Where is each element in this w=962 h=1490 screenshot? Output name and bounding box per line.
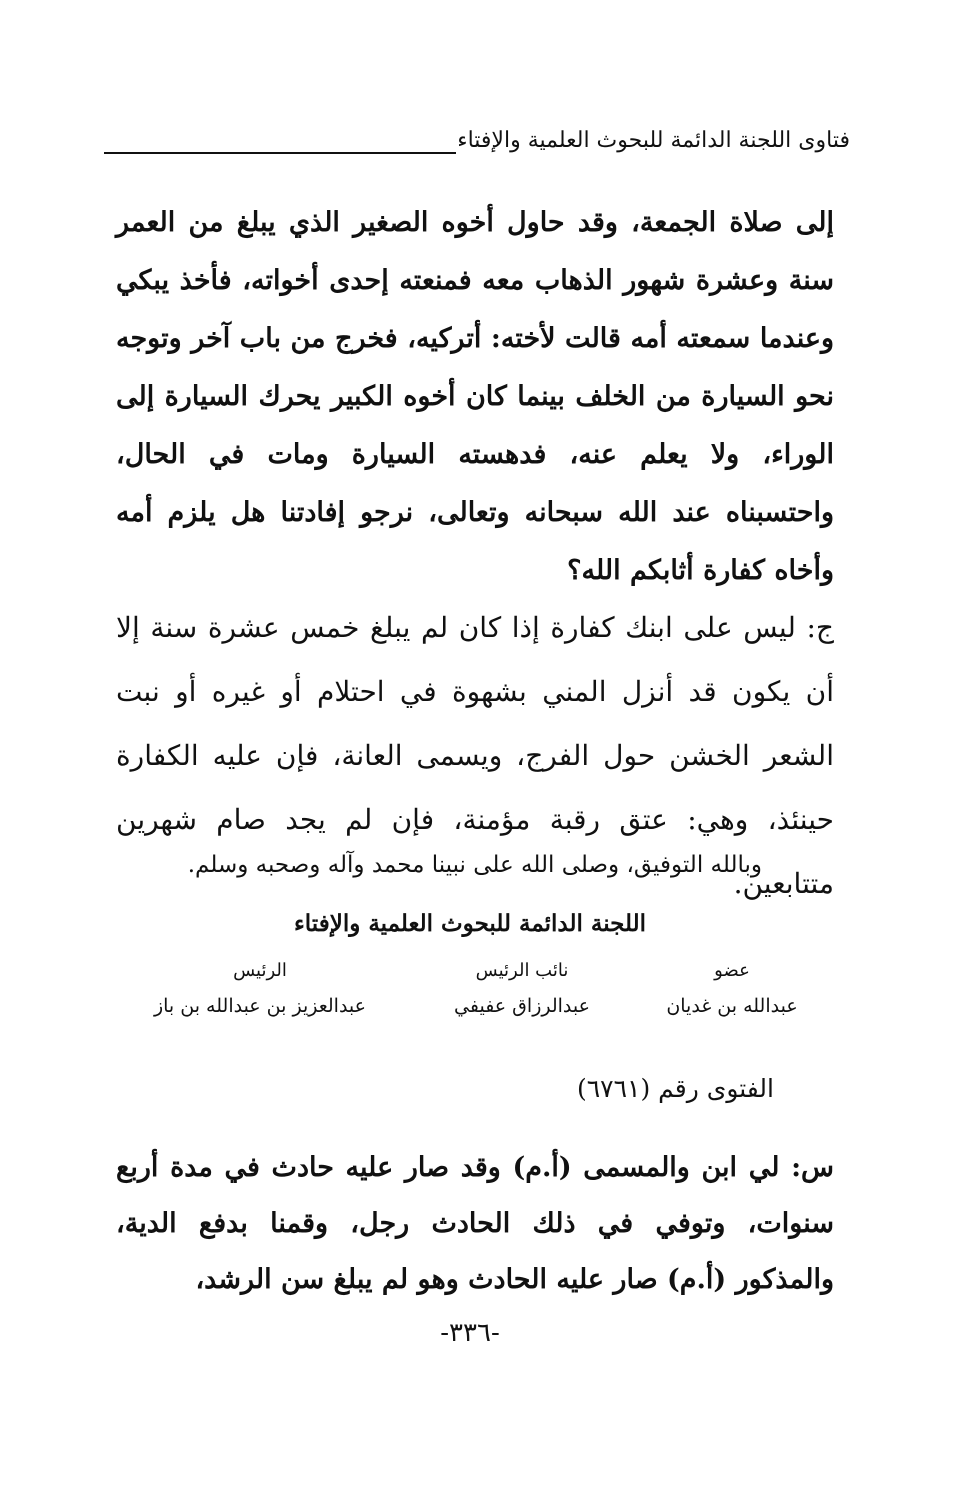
signatory-member xyxy=(652,960,812,1017)
signatory-name: عبدالعزيز بن عبدالله بن باز xyxy=(153,995,367,1017)
signatory-vice-president xyxy=(422,960,622,1017)
header-rule xyxy=(104,152,456,154)
signatory-role: عضو xyxy=(714,960,750,981)
answer-paragraph: ج: ليس على ابنك كفارة إذا كان لم يبلغ خمس عشرة سنة إلا أن يكون قد أنزل المني بشهوة في احتلام أو غيره أو نبت الشعر الخشن حول الفرج، ويسمى العانة، فإن عليه الكفارة حينئذ، وهي: عتق رقبة مؤمنة، فإن لم يجد صام شهرين متتابعين. xyxy=(116,611,834,900)
signatory-name: عبدالرزاق عفيفي xyxy=(454,995,590,1017)
closing-line: وبالله التوفيق، وصلى الله على نبينا محمد وآله وصحبه وسلم. xyxy=(187,852,762,878)
signatory-president xyxy=(130,960,390,1017)
question-paragraph-2: س: لي ابن والمسمى (أ.م) وقد صار عليه حادث في مدة أربع سنوات، وتوفي في ذلك الحادث رجل، وقمنا بدفع الدية، والمذكور (أ.م) صار عليه الحادث وهو لم يبلغ سن الرشد، xyxy=(116,1152,834,1295)
page-number: -٣٣٦- xyxy=(440,1318,500,1348)
running-header: فتاوى اللجنة الدائمة للبحوث العلمية والإفتاء xyxy=(457,128,850,153)
signatory-role: الرئيس xyxy=(233,960,287,981)
fatwa-number-heading: الفتوى رقم (٦٧٦١) xyxy=(576,1074,774,1103)
signatory-name: عبدالله بن غديان xyxy=(666,995,798,1017)
question-paragraph: إلى صلاة الجمعة، وقد حاول أخوه الصغير الذي يبلغ من العمر سنة وعشرة شهور الذهاب معه فمنعته إحدى أخواته، فأخذ يبكي وعندما سمعته أمه قالت لأخته: أتركيه، فخرج من باب آخر وتوجه نحو السيارة من الخلف بينما كان أخوه الكبير يحرك السيارة إلى الوراء، ولا يعلم عنه، فدهسته السيارة ومات في الحال، واحتسبناه عند الله سبحانه وتعالى، نرجو إفادتنا هل يلزم أمه وأخاه كفارة أثابكم الله؟ xyxy=(116,207,834,586)
signatory-role: نائب الرئيس xyxy=(475,960,569,981)
committee-title: اللجنة الدائمة للبحوث العلمية والإفتاء xyxy=(293,910,647,937)
